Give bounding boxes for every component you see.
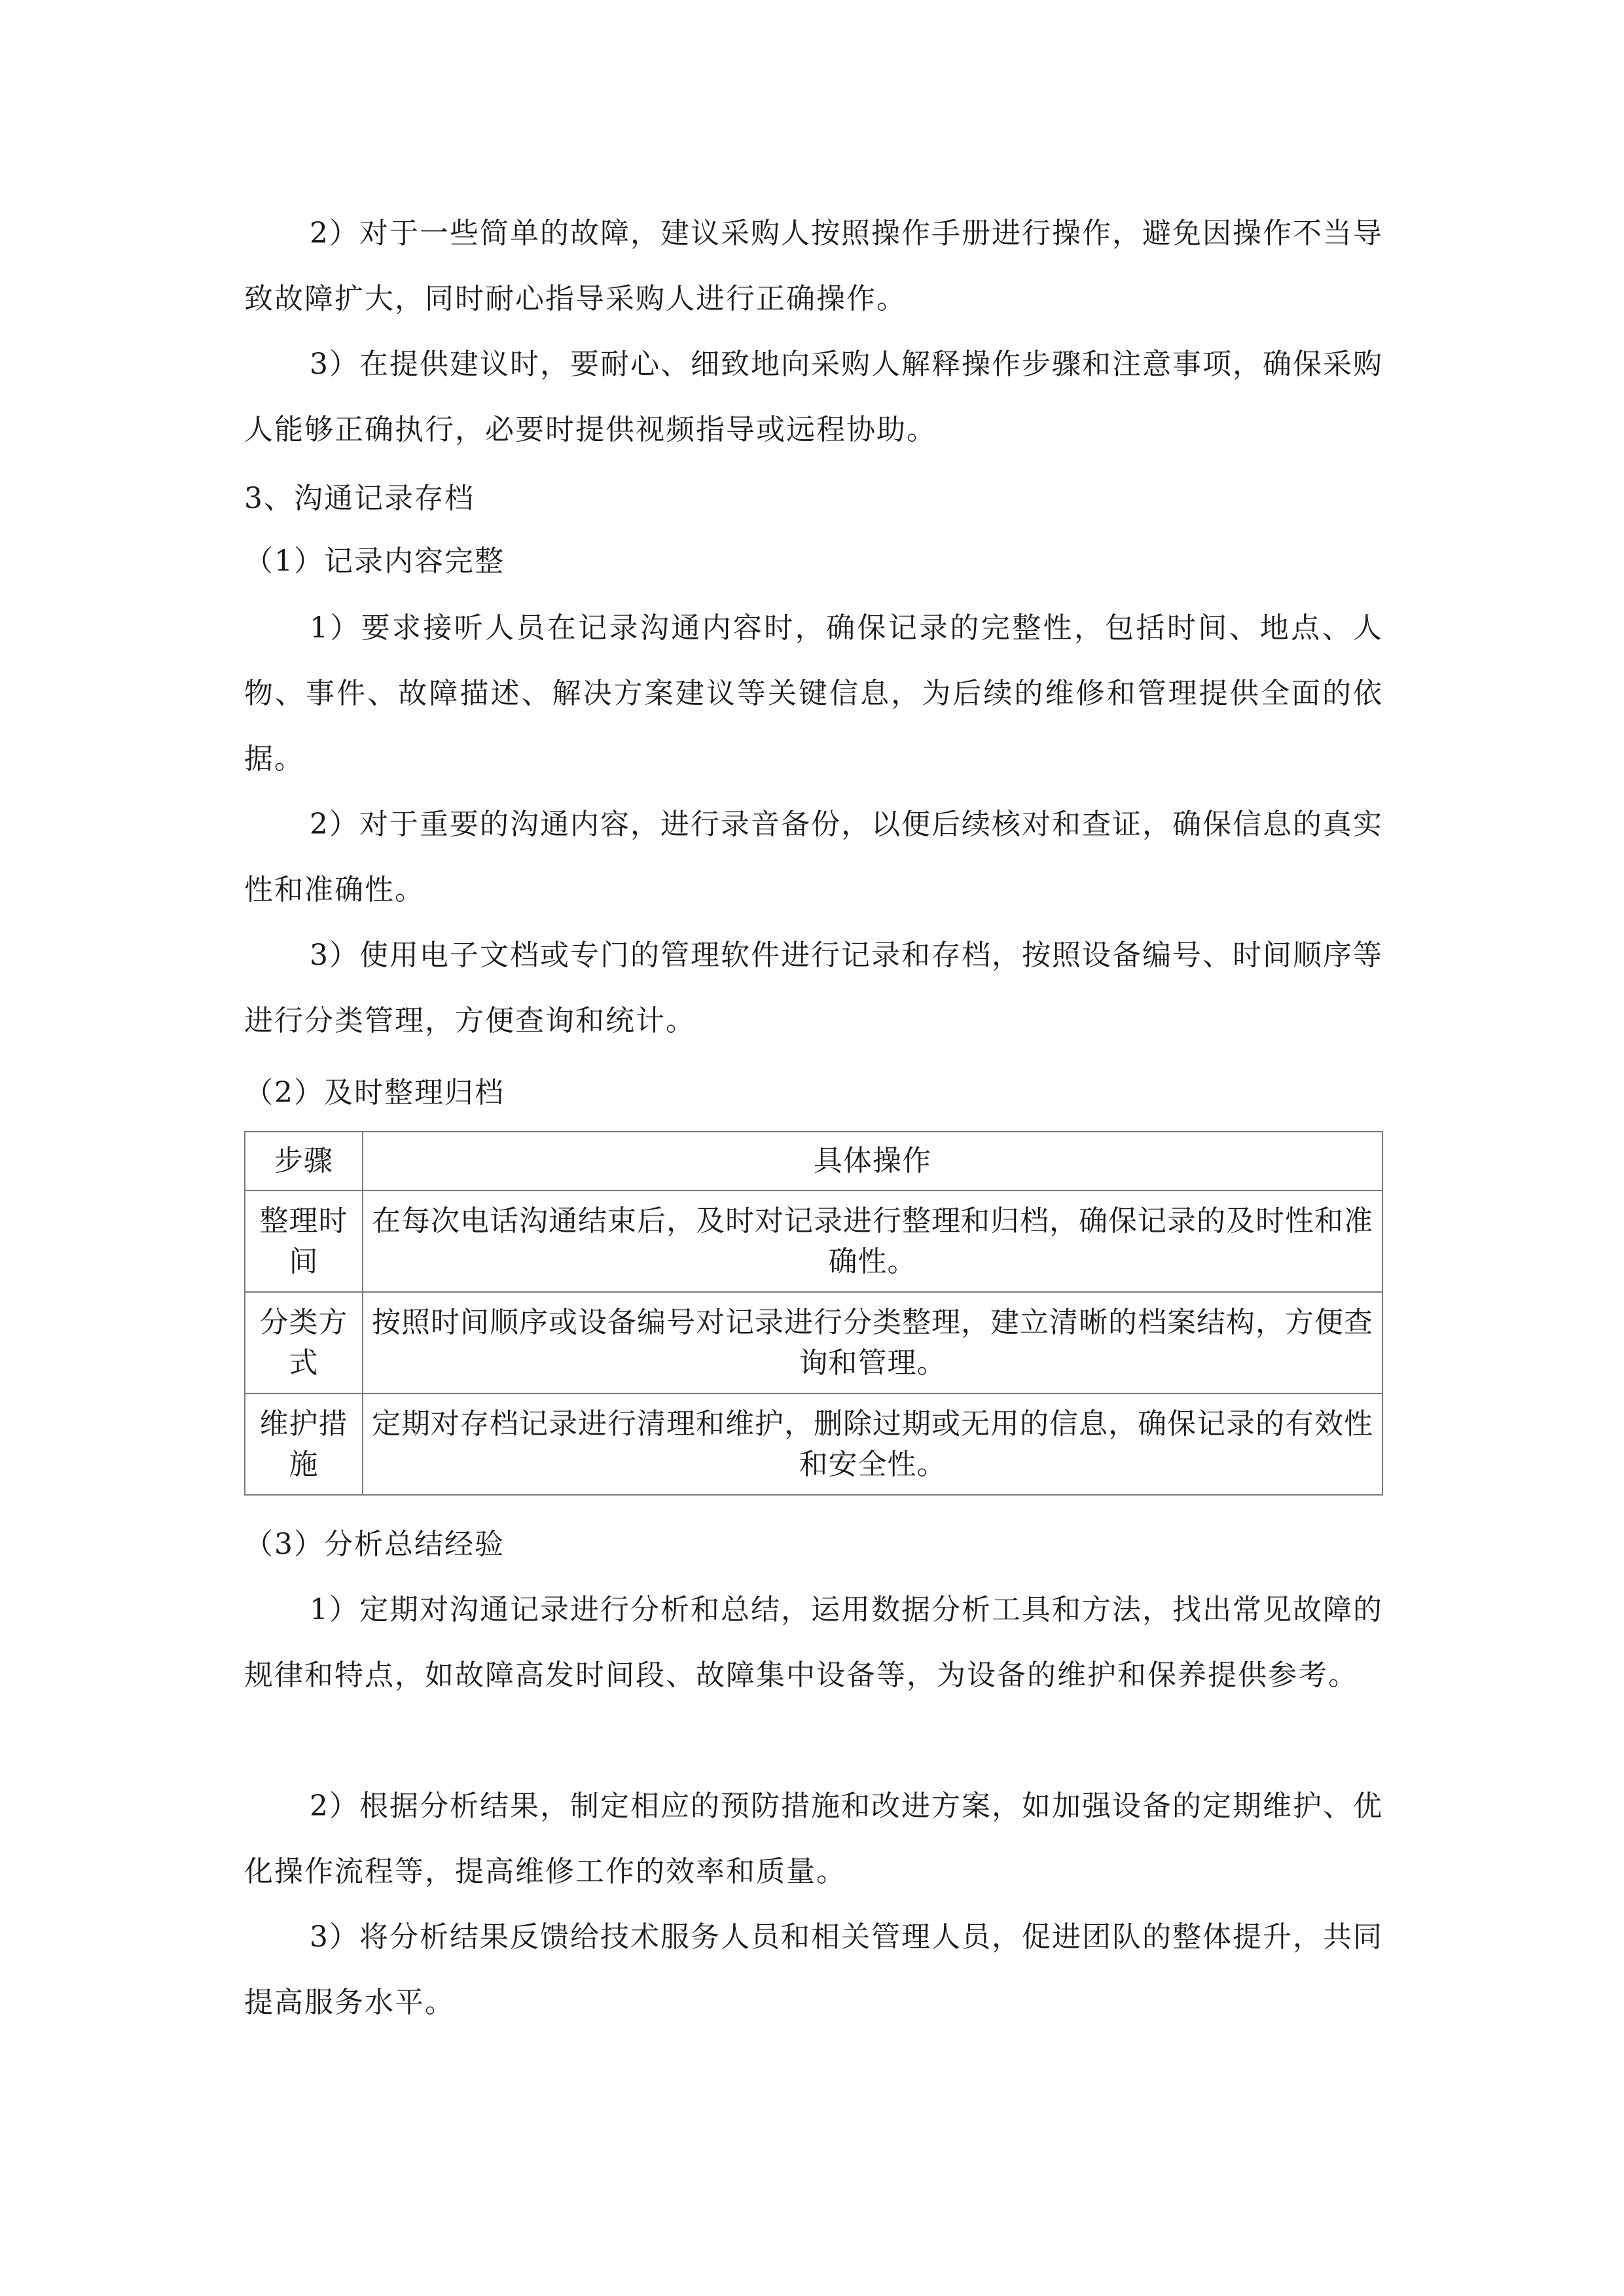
table-cell-op: 在每次电话沟通结束后，及时对记录进行整理和归档，确保记录的及时性和准确性。 bbox=[363, 1191, 1382, 1292]
table-header-op: 具体操作 bbox=[363, 1132, 1382, 1191]
table-header-step: 步骤 bbox=[245, 1132, 363, 1191]
sub1-item-1: 1）要求接听人员在记录沟通内容时，确保记录的完整性，包括时间、地点、人物、事件、故障描述、解决方案建议等关键信息，为后续的维修和管理提供全面的依据。 bbox=[244, 611, 1383, 776]
subsection-heading-2: （2）及时整理归档 bbox=[244, 1076, 505, 1109]
sub3-item-1: 1）定期对沟通记录进行分析和总结，运用数据分析工具和方法，找出常见故障的规律和特点，如故障高发时间段、故障集中设备等，为设备的维护和保养提供参考。 bbox=[244, 1593, 1383, 1692]
sub3-item-2: 2）根据分析结果，制定相应的预防措施和改进方案，如加强设备的定期维护、优化操作流程等，提高维修工作的效率和质量。 bbox=[244, 1789, 1383, 1888]
subsection-heading-3: （3）分析总结经验 bbox=[244, 1528, 505, 1561]
paragraph-top-3: 3）在提供建议时，要耐心、细致地向采购人解释操作步骤和注意事项，确保采购人能够正确执行，必要时提供视频指导或远程协助。 bbox=[244, 348, 1383, 446]
subsection-heading-1: （1）记录内容完整 bbox=[244, 545, 505, 578]
sub1-item-2: 2）对于重要的沟通内容，进行录音备份，以便后续核对和查证，确保信息的真实性和准确性。 bbox=[244, 808, 1383, 906]
sub3-item-3: 3）将分析结果反馈给技术服务人员和相关管理人员，促进团队的整体提升，共同提高服务水平。 bbox=[244, 1920, 1383, 2019]
table-row bbox=[245, 1393, 1382, 1495]
table-cell-step: 分类方式 bbox=[245, 1292, 363, 1393]
table-row bbox=[245, 1191, 1382, 1292]
table-cell-op: 定期对存档记录进行清理和维护，删除过期或无用的信息，确保记录的有效性和安全性。 bbox=[363, 1393, 1382, 1495]
table-cell-step: 整理时间 bbox=[245, 1191, 363, 1292]
archive-steps-table bbox=[244, 1131, 1383, 1496]
table-row bbox=[245, 1292, 1382, 1393]
sub1-item-3: 3）使用电子文档或专门的管理软件进行记录和存档，按照设备编号、时间顺序等进行分类管理，方便查询和统计。 bbox=[244, 939, 1383, 1037]
table-cell-op: 按照时间顺序或设备编号对记录进行分类整理，建立清晰的档案结构，方便查询和管理。 bbox=[363, 1292, 1382, 1393]
paragraph-top-2: 2）对于一些简单的故障，建议采购人按照操作手册进行操作，避免因操作不当导致故障扩大，同时耐心指导采购人进行正确操作。 bbox=[244, 217, 1383, 315]
section-heading-3: 3、沟通记录存档 bbox=[244, 482, 475, 515]
table-cell-step: 维护措施 bbox=[245, 1393, 363, 1495]
table-header-row bbox=[245, 1132, 1382, 1191]
